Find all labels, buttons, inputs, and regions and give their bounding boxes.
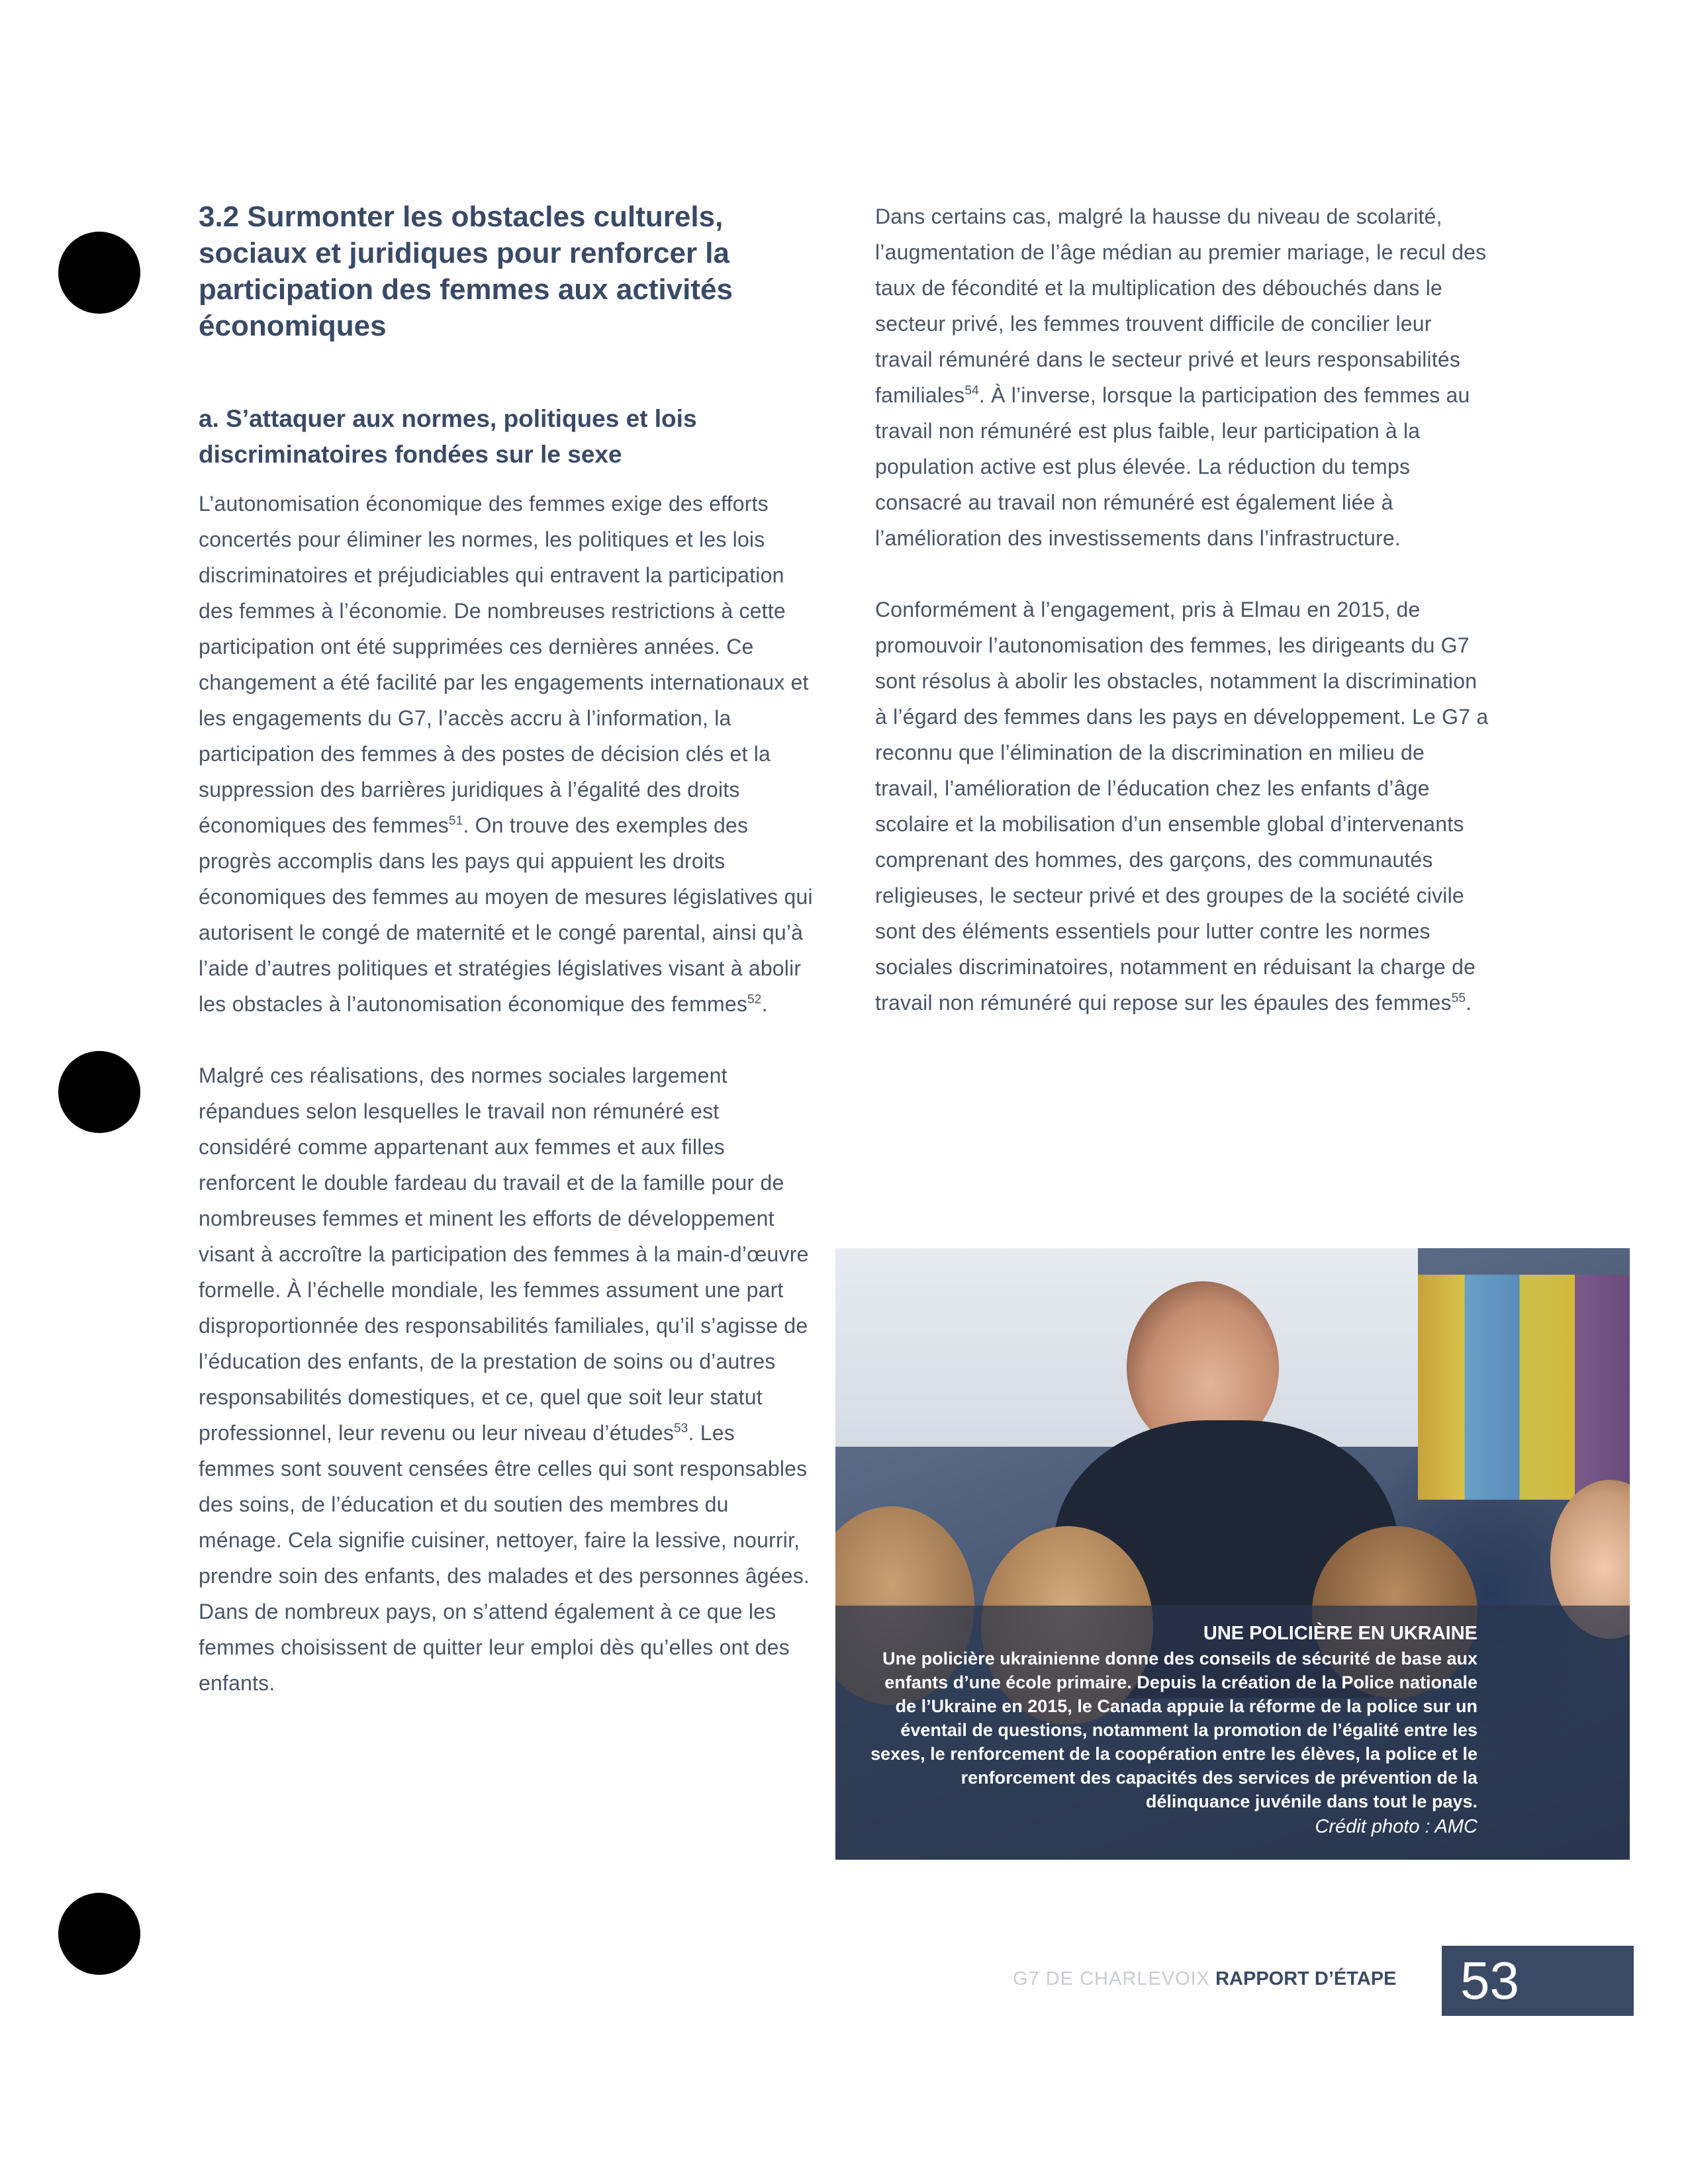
section-heading: 3.2 Surmonter les obstacles culturels, sociaux et juridiques pour renforcer la participation des femmes aux activités économiques — [199, 201, 733, 342]
paragraph-2: Malgré ces réalisations, des normes sociales largement répandues selon lesquelles le travail non rémunéré est considéré comme appartenant aux femmes et aux filles renforcent le double fardeau du travail et de la famille pour de nombreuses femmes et minent les efforts de développement visant à accroître la participation des femmes à la main-d’œuvre formelle. À l’échelle mondiale, les femmes assument une part disproportionnée des responsabilités familiales, qu’il s’agisse de l’éducation des enfants, de la prestation de soins ou d’autres responsabilités domestiques, et ce, quel que soit leur statut professionnel, leur revenu ou leur niveau d’études$^{53}$. Les femmes sont souvent censées être celles qui sont responsables des soins, de l’éducation et du soutien des membres du ménage. Cela signifie cuisiner, nettoyer, faire la lessive, nourrir, prendre soin des enfants, des malades et des personnes âgées. Dans de nombreux pays, on s’attend également à ce que les femmes choisissent de quitter leur emploi dès qu’elles ont des enfants. — [199, 1064, 810, 1695]
binder-hole-middle — [58, 1051, 140, 1133]
subsection-heading: a. S’attaquer aux normes, politiques et lois discriminatoires fondées sur le sexe — [199, 405, 697, 468]
footnote-ref-52: 52 — [747, 993, 762, 1007]
caption-title: UNE POLICIÈRE EN UKRAINE — [1203, 1623, 1477, 1644]
photo-wall — [835, 1248, 1418, 1447]
photo-caption — [835, 1606, 1630, 1860]
photo-policewoman-ukraine — [835, 1248, 1630, 1860]
paragraph-4: Conformément à l’engagement, pris à Elmau en 2015, de promouvoir l’autonomisation des femmes, les dirigeants du G7 sont résolus à abolir les obstacles, notamment la discrimination à l’égard des femmes dans les pays en développement. Le G7 a reconnu que l’élimination de la discrimination en milieu de travail, l’amélioration de l’éducation chez les enfants d’âge scolaire et la mobilisation d’un ensemble global d’intervenants comprenant des hommes, des garçons, des communautés religieuses, le secteur privé et des groupes de la société civile sont des éléments essentiels pour lutter contre les normes sociales discriminatoires, notamment en réduisant la charge de travail non rémunéré qui repose sur les épaules des femmes$^{55}$. — [875, 598, 1489, 1015]
footer-report: RAPPORT D’ÉTAPE — [1215, 1968, 1397, 1989]
page-number: 53 — [1442, 1946, 1634, 2016]
footnote-ref-54: 54 — [964, 384, 979, 398]
paragraph-3: Dans certains cas, malgré la hausse du niveau de scolarité, l’augmentation de l’âge médian au premier mariage, le recul des taux de fécondité et la multiplication des débouchés dans le secteur privé, les femmes trouvent difficile de concilier leur travail rémunéré dans le secteur privé et leurs responsabilités familiales$^{54}$. À l’inverse, lorsque la participation des femmes au travail non rémunéré est plus faible, leur participation à la population active est plus élevée. La réduction du temps consacré au travail non rémunéré est également liée à l’amélioration des investissements dans l’infrastructure. — [875, 205, 1487, 550]
left-column — [199, 199, 814, 1701]
caption-text: Une policière ukrainienne donne des conseils de sécurité de base aux enfants d’une école primaire. Depuis la création de la Police nationale de l’Ukraine en 2015, le Canada appuie la réforme de la police sur un éventail de questions, notamment la promotion de l’égalité entre les sexes, le renforcement de la coopération entre les élèves, la police et le renforcement des capacités des services de prévention de la délinquance juvénile dans tout le pays. — [870, 1649, 1477, 1811]
photo-credit: Crédit photo : AMC — [1315, 1816, 1477, 1837]
footer-report-title — [1013, 1966, 1397, 1992]
footnote-ref-55: 55 — [1451, 991, 1466, 1005]
footer-series: G7 DE CHARLEVOIX — [1013, 1968, 1211, 1989]
paragraph-1: L’autonomisation économique des femmes exige des efforts concertés pour éliminer les normes, les politiques et les lois discriminatoires et préjudiciables qui entravent la participation des femmes à l’économie. De nombreuses restrictions à cette participation ont été supprimées ces dernières années. Ce changement a été facilité par les engagements internationaux et les engagements du G7, l’accès accru à l’information, la participation des femmes à des postes de décision clés et la suppression des barrières juridiques à l’égalité des droits économiques des femmes$^{51}$. On trouve des exemples des progrès accomplis dans les pays qui appuient les droits économiques des femmes au moyen de mesures législatives qui autorisent le congé de maternité et le congé parental, ainsi qu’à l’aide d’autres politiques et stratégies législatives visant à abolir les obstacles à l’autonomisation économique des femmes$^{52}$. — [199, 492, 813, 1016]
binder-hole-top — [58, 232, 140, 314]
photo-bookshelf — [1418, 1275, 1630, 1500]
binder-hole-bottom — [58, 1893, 140, 1975]
right-column — [875, 199, 1491, 1021]
footnote-ref-51: 51 — [448, 814, 463, 828]
footnote-ref-53: 53 — [674, 1422, 688, 1435]
